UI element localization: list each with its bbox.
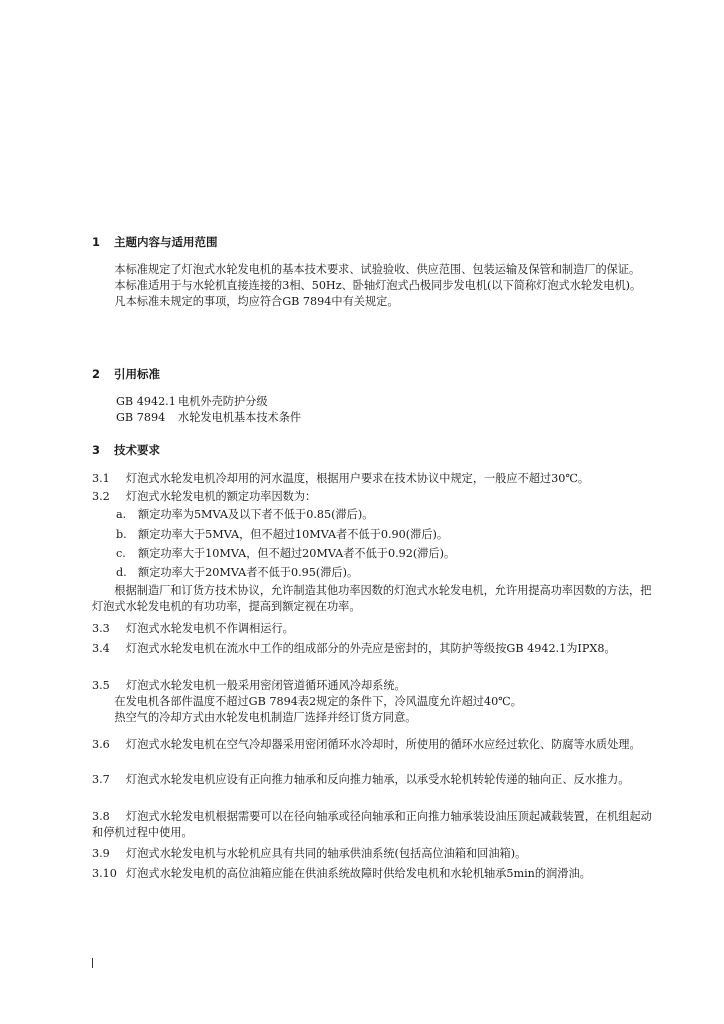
clause-3-2-note	[92, 583, 658, 615]
reference-title: 电机外壳防护分级	[178, 395, 268, 408]
section-2-title: 引用标准	[114, 367, 161, 381]
clause-text: 灯泡式水轮发电机冷却用的河水温度，根据用户要求在技术协议中规定，一般应不超过30℃。	[126, 472, 590, 485]
clause-3-3	[92, 621, 658, 637]
item-text: 额定功率大于10MVA，但不超过20MVA者不低于0.92(滞后)。	[138, 547, 456, 560]
clause-number: 3.9	[92, 847, 110, 860]
clause-3-7	[92, 772, 658, 788]
clause-number: 3.4	[92, 642, 110, 655]
item-label: c.	[116, 547, 126, 560]
section-2	[92, 366, 658, 382]
clause-number: 3.2	[92, 490, 110, 503]
item-text: 额定功率大于20MVA者不低于0.95(滞后)。	[138, 566, 359, 579]
reference-list	[92, 394, 658, 426]
clause-3-1	[92, 471, 658, 487]
clause-text: 灯泡式水轮发电机与水轮机应具有共同的轴承供油系统(包括高位油箱和回油箱)。	[126, 847, 527, 860]
reference-code: GB 4942.1	[116, 395, 176, 408]
paragraph: 热空气的冷却方式由水轮发电机制造厂选择并经订货方同意。	[114, 711, 417, 724]
item-text: 额定功率大于5MVA，但不超过10MVA者不低于0.90(滞后)。	[138, 528, 449, 541]
clause-text: 灯泡式水轮发电机在流水中工作的组成部分的外壳应是密封的，其防护等级按GB 4942.1为IPX8。	[126, 642, 616, 655]
clause-number: 3.10	[92, 867, 117, 880]
section-3-title: 技术要求	[114, 443, 161, 457]
clause-3-8	[92, 809, 658, 841]
clause-3-4	[92, 641, 658, 657]
reference-code: GB 7894	[116, 411, 166, 424]
section-1-number: 1	[92, 235, 101, 249]
item-label: d.	[116, 566, 127, 579]
section-3-heading	[92, 442, 658, 458]
power-factor-item-a	[92, 507, 658, 523]
paragraph: 在发电机各部件温度不超过GB 7894表2规定的条件下，冷风温度允许超过40℃。	[114, 695, 522, 708]
clause-3-10	[92, 866, 658, 882]
section-1	[92, 234, 658, 250]
paragraph: 根据制造厂和订货方技术协议，允许制造其他功率因数的灯泡式水轮发电机，允许用提高功率因数的方法，把灯泡式水轮发电机的有功功率，提高到额定视在功率。	[92, 584, 652, 613]
clause-3-5	[92, 678, 658, 726]
section-3	[92, 442, 658, 458]
clause-number: 3.5	[92, 679, 110, 692]
clause-text: 灯泡式水轮发电机在空气冷却器采用密闭循环水冷却时，所使用的循环水应经过软化、防腐等水质处理。	[126, 738, 641, 751]
clause-paragraph	[92, 641, 658, 657]
clause-text: 灯泡式水轮发电机不作调相运行。	[126, 622, 294, 635]
section-1-body	[92, 262, 658, 310]
paragraph: 凡本标准未规定的事项，均应符合GB 7894中有关规定。	[114, 295, 399, 308]
clause-text: 灯泡式水轮发电机的额定功率因数为：	[126, 490, 317, 503]
clause-number: 3.1	[92, 472, 110, 485]
section-2-number: 2	[92, 367, 101, 381]
clause-paragraph	[92, 737, 658, 753]
clause-paragraph	[92, 809, 658, 841]
clause-3-2	[92, 489, 658, 505]
power-factor-item-d	[92, 565, 658, 581]
clause-3-6	[92, 737, 658, 753]
clause-text: 灯泡式水轮发电机根据需要可以在径向轴承或径向轴承和正向推力轴承装设油压顶起减载装置，在机组起动和停机过程中使用。	[92, 810, 652, 839]
clause-number: 3.3	[92, 622, 110, 635]
page-edge-mark	[92, 958, 93, 968]
paragraph: 本标准适用于与水轮机直接连接的3相、50Hz、卧轴灯泡式凸极同步发电机(以下简称灯泡式水轮发电机)。	[114, 279, 642, 292]
section-2-heading	[92, 366, 658, 382]
clause-3-9	[92, 846, 658, 862]
power-factor-item-c	[92, 546, 658, 562]
clause-number: 3.6	[92, 738, 110, 751]
reference-item	[92, 394, 658, 410]
item-label: a.	[116, 508, 127, 521]
clause-text: 灯泡式水轮发电机一般采用密闭管道循环通风冷却系统。	[126, 679, 406, 692]
reference-item	[92, 410, 658, 426]
item-text: 额定功率为5MVA及以下者不低于0.85(滞后)。	[138, 508, 374, 521]
clause-number: 3.8	[92, 810, 110, 823]
paragraph: 本标准规定了灯泡式水轮发电机的基本技术要求、试验验收、供应范围、包装运输及保管和制造厂的保证。	[114, 263, 641, 276]
section-3-number: 3	[92, 443, 101, 457]
clause-number: 3.7	[92, 773, 110, 786]
power-factor-item-b	[92, 527, 658, 543]
clause-text: 灯泡式水轮发电机应设有正向推力轴承和反向推力轴承，以承受水轮机转轮传递的轴向正、反水推力。	[126, 773, 630, 786]
section-1-title: 主题内容与适用范围	[114, 235, 218, 249]
item-label: b.	[116, 528, 127, 541]
section-1-heading	[92, 234, 658, 250]
clause-paragraph	[92, 772, 658, 788]
clause-text: 灯泡式水轮发电机的高位油箱应能在供油系统故障时供给发电机和水轮机轴承5min的润滑油。	[126, 867, 591, 880]
reference-title: 水轮发电机基本技术条件	[178, 411, 302, 424]
